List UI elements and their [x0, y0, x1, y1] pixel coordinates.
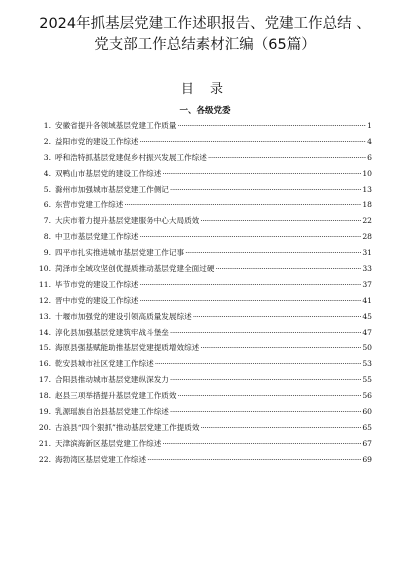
toc-entry[interactable] [36, 311, 372, 327]
toc-dot-leader [147, 455, 361, 464]
toc-entry-title: 海勃湾区基层党建工作综述 [55, 454, 147, 464]
toc-entry[interactable] [36, 327, 372, 343]
toc-entry[interactable] [36, 454, 372, 470]
toc-entry-title: 安徽省提升各领域基层党建工作质量 [55, 121, 177, 130]
toc-entry-page-number: 22 [362, 216, 372, 226]
toc-entry[interactable] [36, 168, 372, 184]
toc-entry-page-number: 4 [367, 136, 372, 146]
document-title-line-2: 党支部工作总结素材汇编（65篇） [94, 37, 316, 53]
toc-dot-leader [170, 185, 361, 194]
toc-entry-number: 1. [43, 121, 51, 130]
toc-dot-leader [170, 328, 361, 337]
toc-dot-leader [170, 375, 361, 384]
toc-entry-title: 淳化县加强基层党建筑牢战斗堡垒 [55, 327, 169, 337]
toc-entry-page-number: 6 [367, 152, 372, 162]
toc-entry-title: 乾安县城市社区党建工作综述 [55, 359, 154, 369]
toc-entry-number: 11. [38, 279, 51, 289]
toc-entry-title: 十堰市加强党的建设引领高质量发展综述 [55, 311, 192, 321]
toc-entry[interactable] [36, 152, 372, 168]
toc-entry-page-number: 55 [362, 375, 372, 385]
toc-entry-number: 8. [43, 232, 51, 242]
toc-dot-leader [200, 216, 361, 225]
toc-entry-number: 5. [43, 184, 51, 194]
toc-entry-page-number: 65 [362, 422, 372, 432]
toc-dot-leader [170, 407, 361, 416]
toc-entry-number: 12. [38, 295, 51, 305]
document-title [0, 14, 410, 56]
toc-entry-number: 3. [43, 152, 51, 162]
toc-dot-leader [178, 391, 362, 400]
toc-entry-title: 四平市扎实推进城市基层党建工作记事 [55, 248, 185, 258]
toc-entry-number: 4. [43, 168, 51, 178]
toc-entry-number: 19. [38, 407, 51, 417]
toc-entry-number: 20. [38, 422, 51, 432]
toc-entry[interactable] [36, 263, 372, 279]
toc-entry-number: 21. [38, 438, 51, 448]
toc-entry-title: 赵县三项举措提升基层党建工作质效 [55, 391, 177, 401]
toc-entry[interactable] [36, 295, 372, 311]
toc-dot-leader [208, 153, 366, 162]
toc-entry-title: 晋中市党的建设工作综述 [55, 295, 139, 305]
toc-entry-title: 菏泽市全域攻坚创优提质推动基层党建全面过硬 [55, 264, 215, 274]
toc-entry-page-number: 10 [362, 168, 372, 178]
toc-entry[interactable] [36, 438, 372, 454]
toc-entry-title: 东营市党建工作综述 [55, 200, 124, 210]
toc-dot-leader [140, 137, 367, 146]
toc-entry[interactable] [36, 184, 372, 200]
toc-entry[interactable] [36, 120, 372, 136]
toc-entry[interactable] [36, 358, 372, 374]
toc-dot-leader [155, 359, 362, 368]
toc-entry[interactable] [36, 199, 372, 215]
toc-entry-number: 10. [38, 264, 51, 274]
toc-entry-page-number: 1 [367, 121, 372, 130]
toc-entry-number: 14. [38, 327, 51, 337]
toc-entry-number: 18. [38, 391, 51, 401]
toc-entry-title: 大庆市着力提升基层党建服务中心大局质效 [55, 216, 200, 226]
toc-dot-leader [140, 232, 362, 241]
toc-entry[interactable] [36, 406, 372, 422]
toc-dot-leader [140, 296, 362, 305]
toc-entry-page-number: 18 [362, 200, 372, 210]
toc-entry-title: 天津滨海新区基层党建工作综述 [55, 438, 162, 448]
toc-entry[interactable] [36, 215, 372, 231]
toc-entry-title: 中卫市基层党建工作综述 [55, 232, 139, 242]
toc-entry-page-number: 41 [362, 295, 372, 305]
toc-entry-title: 合阳县推动城市基层党建纵深发力 [55, 375, 169, 385]
section-heading: 一、各级党委 [179, 106, 231, 116]
toc-dot-leader [178, 121, 367, 130]
toc-dot-leader [215, 264, 361, 273]
toc-entry-page-number: 37 [362, 279, 372, 289]
toc-entry-page-number: 60 [362, 407, 372, 417]
toc-entry[interactable] [36, 374, 372, 390]
document-title-line-1: 2024年抓基层党建工作述职报告、党建工作总结 、 [39, 16, 371, 32]
toc-entry-title: 乳源瑶族自治县基层党建工作综述 [55, 407, 169, 417]
toc-dot-leader [140, 280, 362, 289]
toc-entry-page-number: 69 [362, 454, 372, 464]
toc-entry[interactable] [36, 390, 372, 406]
toc-entry[interactable] [36, 342, 372, 358]
toc-entry-page-number: 50 [362, 343, 372, 353]
toc-entry-number: 6. [43, 200, 51, 210]
toc-entry-title: 呼和浩特抓基层党建促乡村振兴发展工作综述 [55, 152, 207, 162]
toc-entry[interactable] [36, 247, 372, 263]
toc-entry-number: 2. [43, 136, 51, 146]
toc-entry-page-number: 56 [362, 391, 372, 401]
toc-dot-leader [162, 169, 361, 178]
toc-entry-number: 15. [38, 343, 51, 353]
toc-entry-page-number: 47 [362, 327, 372, 337]
toc-entry[interactable] [36, 136, 372, 152]
toc-entry-title: 益阳市党的建设工作综述 [55, 136, 139, 146]
toc-entry-number: 13. [38, 311, 51, 321]
table-of-contents [36, 120, 372, 470]
toc-entry-page-number: 67 [362, 438, 372, 448]
toc-entry-number: 7. [43, 216, 51, 226]
toc-dot-leader [200, 423, 361, 432]
toc-dot-leader [185, 248, 361, 257]
toc-dot-leader [162, 439, 361, 448]
toc-dot-leader [124, 200, 361, 209]
toc-heading: 目 录 [180, 82, 230, 97]
toc-entry[interactable] [36, 422, 372, 438]
toc-entry-page-number: 13 [362, 184, 372, 194]
toc-entry-page-number: 28 [362, 232, 372, 242]
toc-entry-title: 双鸭山市基层党的建设工作综述 [55, 168, 162, 178]
toc-entry[interactable] [36, 231, 372, 247]
toc-dot-leader [200, 343, 361, 352]
toc-entry-page-number: 33 [362, 264, 372, 274]
toc-entry-number: 9. [43, 248, 51, 258]
toc-entry-number: 22. [38, 454, 51, 464]
toc-entry[interactable] [36, 279, 372, 295]
toc-entry-number: 17. [38, 375, 51, 385]
toc-entry-number: 16. [38, 359, 51, 369]
toc-dot-leader [193, 312, 362, 321]
toc-entry-title: 毕节市党的建设工作综述 [55, 279, 139, 289]
toc-entry-page-number: 31 [362, 248, 372, 258]
toc-entry-page-number: 45 [362, 311, 372, 321]
toc-entry-title: 古浪县“四个狠抓”推动基层党建工作提质效 [55, 422, 200, 432]
toc-entry-page-number: 53 [362, 359, 372, 369]
toc-entry-title: 海原县强基赋能助推基层党建提质增效综述 [55, 343, 200, 353]
toc-entry-title: 滁州市加强城市基层党建工作侧记 [55, 184, 169, 194]
